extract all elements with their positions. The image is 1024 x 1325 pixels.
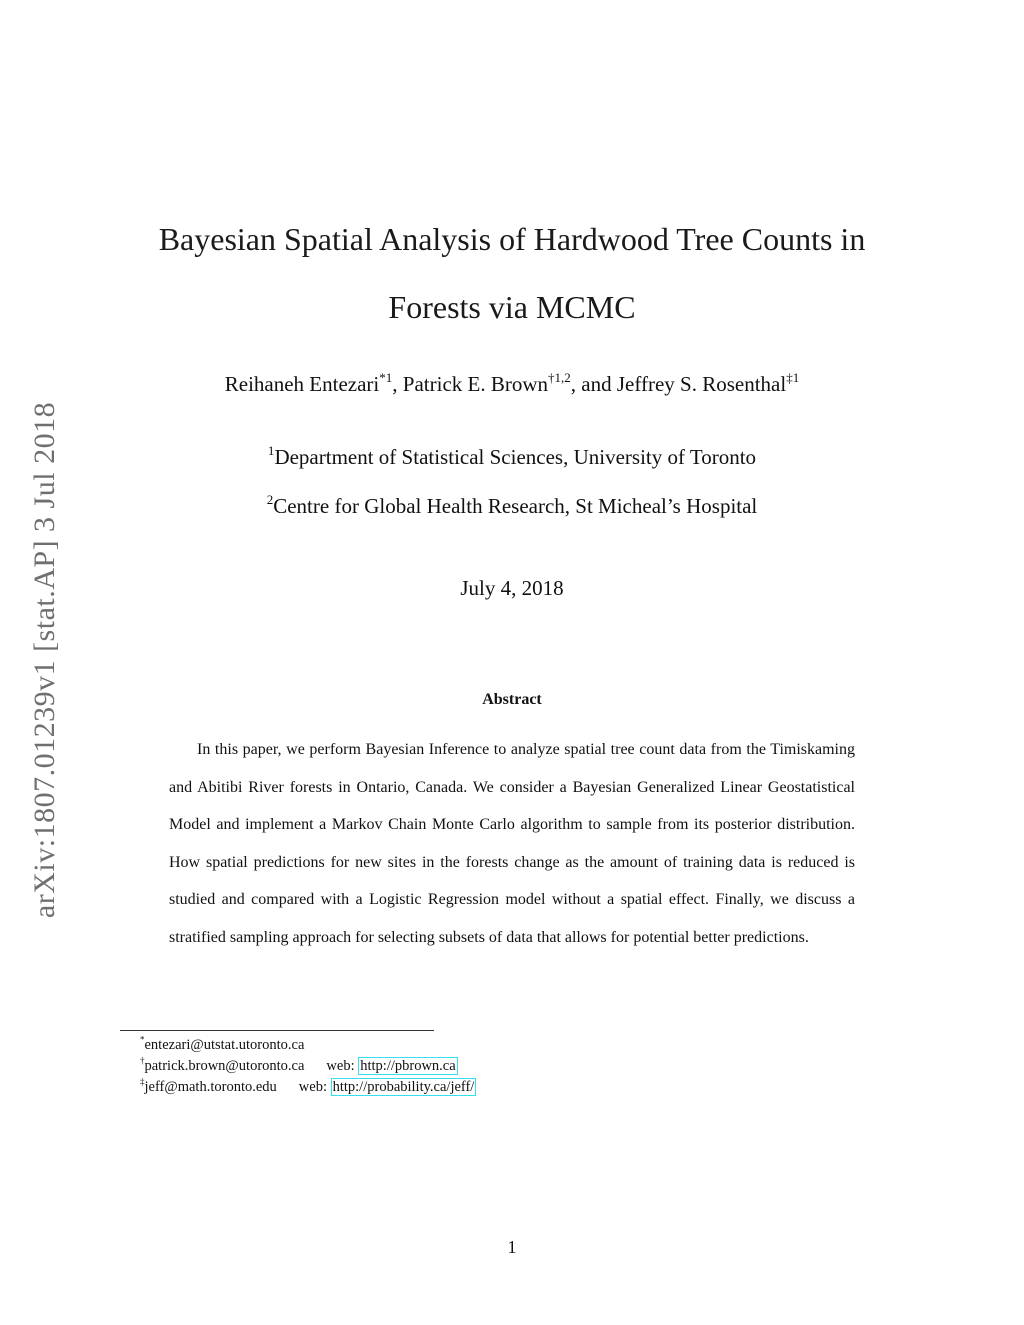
paper-title-line-2: Forests via MCMC (388, 289, 636, 325)
footnote-web-label: web: (298, 1079, 327, 1095)
author-separator: , (392, 372, 403, 396)
footnote-line (140, 1077, 476, 1098)
affiliation-2 (120, 491, 904, 519)
footnote-web-link[interactable]: http://pbrown.ca (360, 1058, 456, 1074)
footnote-web-label: web: (326, 1058, 355, 1074)
abstract-body: In this paper, we perform Bayesian Inference to analyze spatial tree count data from the Timiskaming and Abitibi River forests in Ontario, Canada. We consider a Bayesian Generalized Linear Geostatistical Model and implement a Markov Chain Monte Carlo algorithm to sample from its posterior distribution. How spatial predictions for new sites in the forests change as the amount of training data is reduced is studied and compared with a Logistic Regression model without a spatial effect. Finally, we discuss a stratified sampling approach for selecting subsets of data that allows for potential better predictions. (169, 741, 855, 946)
paper-title (120, 205, 904, 341)
footnote-web-link[interactable]: http://probability.ca/jeff/ (332, 1079, 475, 1095)
author-name: Reihaneh Entezari (224, 372, 380, 396)
affiliation-text: Department of Statistical Sciences, University of Toronto (274, 445, 757, 469)
footnote-line (140, 1035, 476, 1056)
author-affiliation-marks: ‡1 (786, 369, 800, 385)
footnote-divider (120, 1030, 434, 1031)
affiliation-text: Centre for Global Health Research, St Micheal’s Hospital (273, 494, 758, 518)
author-name: Jeffrey S. Rosenthal (616, 372, 787, 396)
page-number: 1 (507, 1237, 517, 1257)
author-list (120, 369, 904, 397)
footnote-mark: * (140, 1034, 145, 1045)
footnote-email: jeff@math.toronto.edu (144, 1079, 277, 1095)
author-name: Patrick E. Brown (402, 372, 549, 396)
footnotes (140, 1035, 476, 1098)
footnote-mark: † (140, 1055, 145, 1066)
footnote-email: entezari@utstat.utoronto.ca (144, 1037, 305, 1053)
footnote-line (140, 1056, 476, 1077)
affiliation-1 (120, 442, 904, 470)
arxiv-identifier-stamp: arXiv:1807.01239v1 [stat.AP] 3 Jul 2018 (28, 401, 61, 919)
affiliation-mark: 2 (266, 491, 274, 507)
author-affiliation-marks: *1 (379, 369, 393, 385)
abstract-heading: Abstract (482, 691, 542, 708)
paper-title-line-1: Bayesian Spatial Analysis of Hardwood Tree Counts in (158, 221, 866, 257)
publication-date: July 4, 2018 (460, 576, 564, 600)
footnote-mark: ‡ (140, 1076, 145, 1087)
affiliation-mark: 1 (267, 442, 275, 458)
footnote-email: patrick.brown@utoronto.ca (144, 1058, 305, 1074)
author-separator: , and (570, 372, 617, 396)
author-affiliation-marks: †1,2 (548, 369, 571, 385)
